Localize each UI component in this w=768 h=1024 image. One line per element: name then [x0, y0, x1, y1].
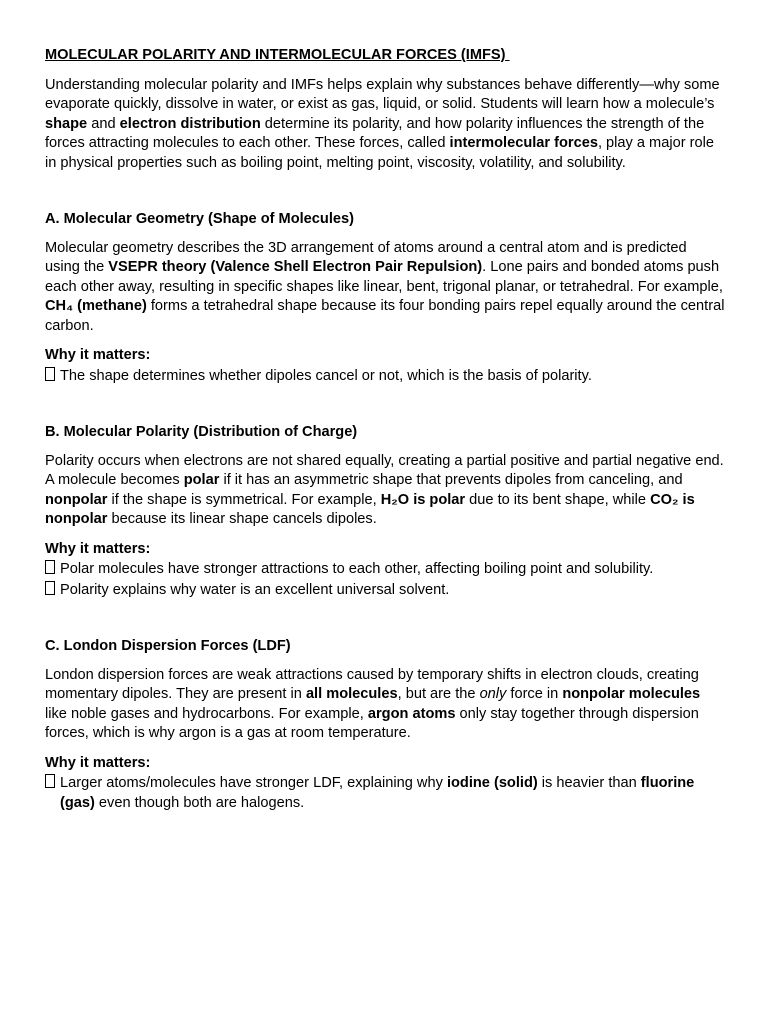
bold-text: H₂O is polar	[380, 491, 466, 508]
section-a	[45, 173, 725, 386]
missing-glyph-icon	[45, 367, 55, 381]
text-run: due to its bent shape, while	[465, 491, 651, 508]
section-paragraph	[45, 239, 725, 337]
text-run: , but are the	[397, 686, 480, 702]
bullet-item	[45, 559, 725, 580]
section-c	[45, 600, 725, 813]
page-title: MOLECULAR POLARITY AND INTERMOLECULAR FORCES (IMFS)	[45, 47, 510, 63]
text-run: Polarity occurs when electrons are not shared equally, creating a partial positive and partial negative end. A molecule becomes	[45, 452, 724, 488]
text-run: . Lone pairs and bonded atoms push each other away, resulting in specific shapes like linear, bent, trigonal planar, or tetrahedral. For example,	[45, 259, 723, 295]
section-paragraph	[45, 666, 725, 744]
why-it-matters-label: Why it matters:	[45, 347, 151, 363]
sections-container	[45, 173, 725, 813]
bold-text: CO₂ is nonpolar	[45, 491, 695, 527]
text-run: like noble gases and hydrocarbons. For example,	[45, 705, 368, 722]
why-it-matters-label: Why it matters:	[45, 540, 151, 557]
section-heading: B. Molecular Polarity (Distribution of Charge)	[45, 424, 358, 440]
missing-glyph-icon	[45, 581, 55, 595]
bold-text: intermolecular forces	[449, 135, 598, 151]
bold-text: iodine (solid)	[446, 775, 538, 791]
bullet-text	[60, 581, 449, 601]
text-run: and	[87, 115, 120, 132]
bold-text: CH₄ (methane)	[45, 298, 147, 314]
text-run: determine its polarity, and how polarity influences the strength of the forces attracting molecules to each other. These forces, called	[45, 115, 705, 151]
text-run: Molecular geometry describes the 3D arrangement of atoms around a central atom and is predicted using the	[45, 239, 687, 275]
text-run: Polarity explains why water is an excellent universal solvent.	[60, 581, 450, 598]
missing-glyph-icon	[45, 774, 55, 788]
bold-text: all molecules	[305, 686, 398, 702]
text-run: Polar molecules have stronger attractions to each other, affecting boiling point and solubility.	[60, 561, 654, 577]
text-run: because its linear shape cancels dipoles.	[107, 511, 377, 527]
section-heading: A. Molecular Geometry (Shape of Molecules)	[45, 211, 354, 227]
text-run: only stay together through dispersion forces, which is why argon is a gas at room temperature.	[45, 705, 699, 741]
bold-text: shape	[45, 115, 88, 132]
bold-text: argon atoms	[367, 705, 456, 722]
bold-text: electron distribution	[119, 115, 261, 132]
text-run: The shape determines whether dipoles cancel or not, which is the basis of polarity.	[60, 367, 592, 384]
text-run: Understanding molecular polarity and IMFs helps explain why substances behave differently—why some evaporate quickly, dissolve in water, or exist as gas, liquid, or solid. Students will learn how a molecule’s	[45, 76, 720, 112]
missing-glyph-icon	[45, 560, 55, 574]
bold-text: nonpolar molecules	[562, 686, 701, 702]
bullet-text	[60, 560, 653, 580]
section-b	[45, 386, 725, 600]
text-run: forms a tetrahedral shape because its four bonding pairs repel equally around the central carbon.	[45, 298, 725, 334]
italic-text: only	[479, 686, 507, 702]
text-run: Larger atoms/molecules have stronger LDF, explaining why	[60, 775, 447, 791]
text-run: is heavier than	[537, 775, 641, 791]
text-run: force in	[506, 686, 563, 702]
text-run: if the shape is symmetrical. For example,	[107, 491, 381, 508]
bold-text: nonpolar	[45, 491, 108, 508]
why-it-matters-label: Why it matters:	[45, 754, 151, 771]
text-run: if it has an asymmetric shape that prevents dipoles from canceling, and	[219, 472, 683, 488]
intro-paragraph	[45, 76, 725, 174]
bold-text: polar	[183, 472, 220, 488]
bullet-item	[45, 366, 725, 387]
bullet-text	[60, 774, 725, 813]
bold-text: VSEPR theory (Valence Shell Electron Pair Repulsion)	[108, 259, 483, 275]
bullet-text	[60, 367, 592, 387]
text-run: even though both are halogens.	[94, 794, 305, 811]
section-heading: C. London Dispersion Forces (LDF)	[45, 638, 291, 654]
text-run: London dispersion forces are weak attractions caused by temporary shifts in electron clouds, creating momentary dipoles. They are present in	[45, 666, 699, 702]
bold-text: fluorine (gas)	[60, 775, 695, 811]
section-paragraph	[45, 452, 725, 530]
text-run: , play a major role in physical properties such as boiling point, melting point, viscosity, volatility, and solubility.	[45, 135, 714, 171]
document-page	[45, 46, 725, 813]
bullet-item	[45, 580, 725, 601]
bullet-item	[45, 773, 725, 813]
